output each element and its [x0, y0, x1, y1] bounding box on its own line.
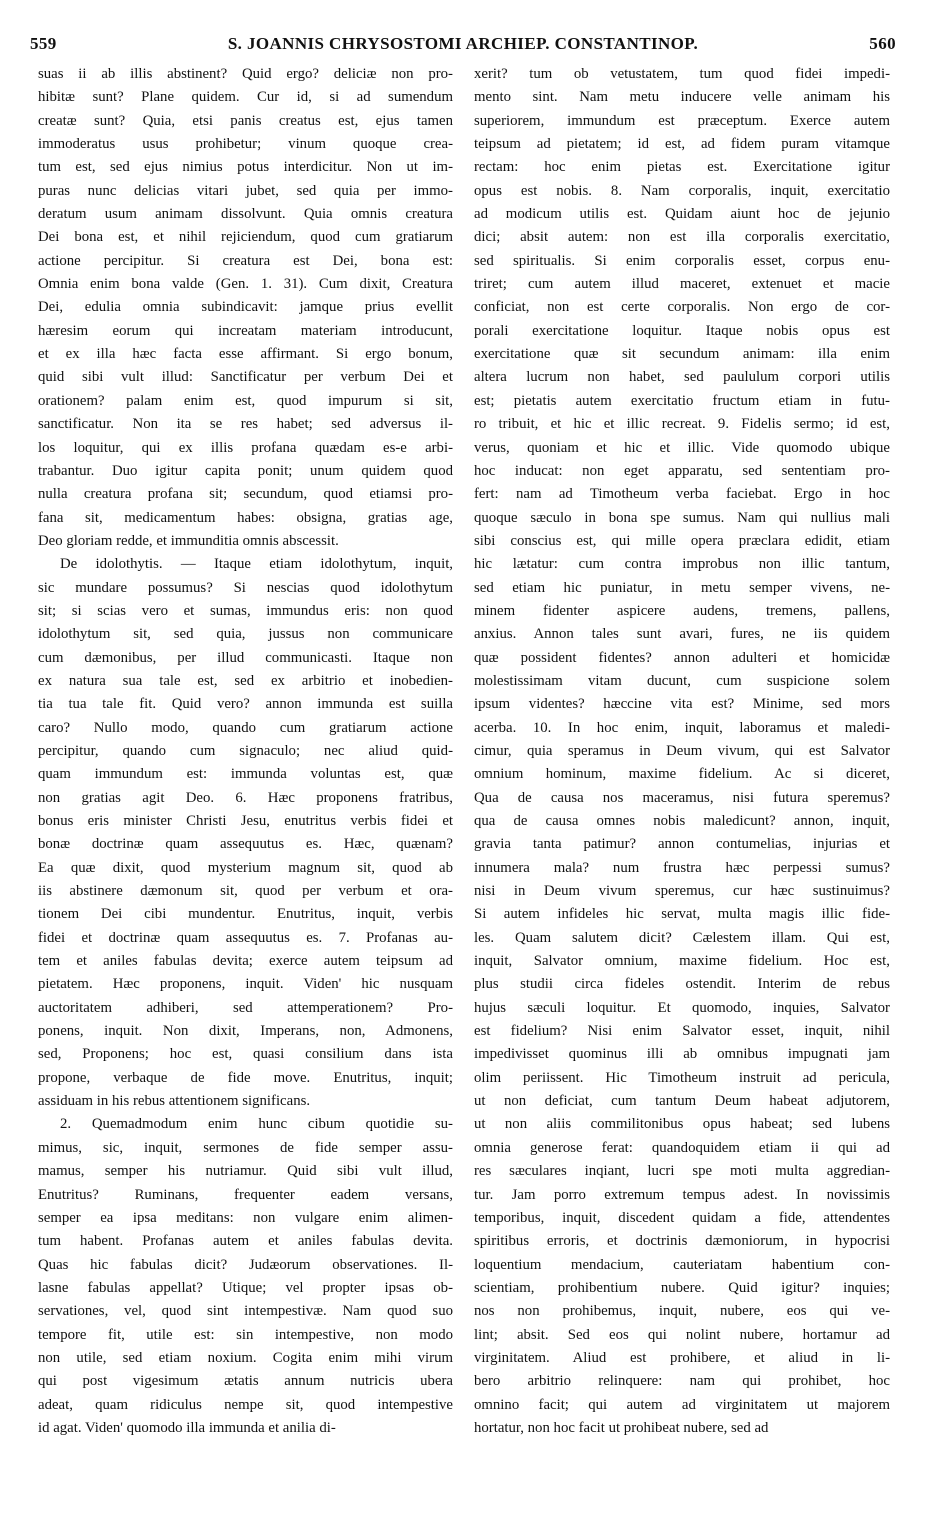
text-line: hic lætatur: cum contra improbus non illic tantum,	[474, 556, 890, 573]
text-line: non utile, sed etiam noxium. Cogita enim mihi virum	[38, 1349, 453, 1366]
text-line: ipsum videntes? hæccine vita est? Minime, sed mors	[474, 696, 890, 713]
text-line: 2. Quemadmodum enim hunc cibum quotidie su-	[60, 1116, 453, 1133]
text-line: lasne fabulas appellat? Utique; vel propter ipsas ob-	[38, 1279, 453, 1296]
text-line: sit; si scias vero et sumas, immundus eris: non quod	[38, 602, 453, 619]
text-line: idolothytum sit, sed quia, jussus non communicare	[38, 626, 453, 643]
text-line: De idolothytis. — Itaque etiam idolothytum, inquit,	[60, 556, 453, 573]
text-line: sed, Proponens; hoc est, quasi consilium dans ista	[38, 1046, 453, 1063]
text-line: Quas hic fabulas dicit? Judæorum observationes. Il-	[38, 1256, 453, 1273]
text-line: caro? Nullo modo, quando cum gratiarum actione	[38, 719, 453, 736]
text-line: puras nunc delicias vitari jubet, sed quia per immo-	[38, 182, 453, 199]
left-text-column	[38, 63, 453, 1440]
text-line: olim periissent. Hic Timotheum instruit ad pericula,	[474, 1069, 890, 1086]
text-line: sed etiam hic puniatur, in metu semper vivens, ne-	[474, 579, 890, 596]
text-line: deratum usum animam dissolvunt. Quia omnis creatura	[38, 206, 453, 223]
text-line: nisi in Deum vivum speremus, cur hæc sustinuimus?	[474, 883, 890, 900]
text-line: ut non deficiat, cum tantum Deum habeat adjutorem,	[474, 1093, 890, 1110]
text-line: quæ possident fidentes? annon adulteri et homicidæ	[474, 649, 890, 666]
text-line: Omnia enim bona valde (Gen. 1. 31). Cum dixit, Creatura	[38, 276, 453, 293]
right-text-column	[474, 63, 890, 1440]
text-line: auctoritatem adhiberi, sed attemperationem? Pro-	[38, 999, 453, 1016]
page-number-left: 559	[30, 34, 57, 53]
page-number-right: 560	[869, 34, 896, 53]
text-line: virginitatem. Aliud est prohibere, et aliud in li-	[474, 1349, 890, 1366]
text-line: lint; absit. Sed eos qui nolint nubere, hortamur ad	[474, 1326, 890, 1343]
text-line: bonæ doctrinæ quam assequutus es. Hæc, quænam?	[38, 836, 453, 853]
text-line: bonus eris minister Christi Jesu, enutritus verbis fidei et	[38, 813, 453, 829]
text-line: cimur, quia speramus in Deum vivum, qui est Salvator	[474, 742, 890, 759]
text-line: gravia tanta patimur? annon contumelias, injurias et	[474, 836, 890, 853]
text-line: ad modicum utilis est. Quidam aiunt hoc de jejunio	[474, 206, 890, 223]
text-line: fidei et doctrinæ quam assequutus es. 7. Profanas au-	[38, 929, 453, 946]
text-line: Dei, edulia omnia subindicavit: jamque prius evellit	[38, 299, 453, 316]
text-line: triret; cum autem illud maceret, extenuet et macie	[474, 276, 890, 293]
text-line: scientiam, prohibentium nubere. Quid igitur? inquies;	[474, 1279, 890, 1296]
text-line: adeat, quam ridiculus nempe sit, quod intempestive	[38, 1396, 453, 1413]
text-line: teipsum ad pietatem; id est, ad fidem puram vitamque	[474, 136, 890, 153]
text-line: Dei bona est, et nihil rejiciendum, quod cum gratiarum	[38, 229, 453, 246]
text-line: bero arbitrio relinquere: nam qui prohibet, hoc	[474, 1373, 890, 1390]
text-line: tem et aniles fabulas devita; exerce autem teipsum ad	[38, 953, 453, 970]
text-line: nulla creatura profana sit; secundum, quod etiamsi pro-	[38, 486, 453, 503]
text-line: impedivisset quominus illi ab omnibus impugnati jam	[474, 1046, 890, 1063]
text-line: loquentium mendacium, cauteriatam habentium con-	[474, 1256, 890, 1273]
text-line: superiorem, immundum est præceptum. Exerce autem	[474, 112, 890, 129]
text-line: orationem? palam enim est, quod impurum si sit,	[38, 392, 453, 409]
text-line: quid sibi vult illud: Sanctificatur per verbum Dei et	[38, 369, 453, 386]
text-line: hibitæ sunt? Plane quidem. Cur id, si ad sumendum	[38, 89, 453, 106]
text-line: les. Quam salutem dicit? Cælestem illam. Qui est,	[474, 929, 890, 946]
text-line: ut non aliis commilitonibus opus habeat; sed lubens	[474, 1116, 890, 1133]
text-line: molestissimam vitam ducunt, cum suspicione solem	[474, 672, 890, 689]
text-line: hortatur, non hoc facit ut prohibeat nubere, sed ad	[474, 1419, 769, 1436]
text-line: hæresim eorum qui increatam materiam introducunt,	[38, 322, 453, 339]
text-line: fana sit, medicamentum habes: obsigna, gratias age,	[38, 509, 453, 526]
text-line: plus studii circa fideles ostendit. Interim de rebus	[474, 976, 890, 993]
text-line: qua de causa omnes nobis maledicunt? annon, inquit,	[474, 813, 890, 829]
text-line: sic mundare possumus? Si nescias quod idolothytum	[38, 579, 453, 596]
text-line: hujus sæculi loquitur. Et quomodo, inquies, Salvator	[474, 999, 890, 1016]
text-line: conficiat, non est certe corporalis. Non ergo de cor-	[474, 299, 890, 316]
text-line: Si autem infideles hic servat, multa magis illic fide-	[474, 906, 890, 923]
text-line: creatæ sunt? Quia, etsi panis creatus est, ejus tamen	[38, 112, 453, 129]
text-line: res sæculares inqiant, lucri spe moti multa aggredian-	[474, 1163, 890, 1180]
text-line: cum dæmonibus, per illud communicasti. Itaque non	[38, 649, 453, 666]
text-line: omnia generose ferat: quandoquidem etiam ii qui ad	[474, 1139, 890, 1156]
text-line: omnium hominum, maxime fidelium. Ac si diceret,	[474, 766, 890, 783]
text-line: tionem Dei cibi mundentur. Enutritus, inquit, verbis	[38, 906, 453, 923]
text-line: qui post vigesimum ætatis annum nutricis ubera	[38, 1373, 453, 1390]
text-line: Deo gloriam redde, et immunditia omnis abscessit.	[38, 532, 339, 549]
text-line: semper ea ipsa meditans: non vulgare enim alimen-	[38, 1209, 453, 1226]
text-line: nos non prohibemus, inquit, nubere, eos qui ve-	[474, 1303, 890, 1320]
text-line: actione percipitur. Si creatura est Dei, bona est:	[38, 252, 453, 269]
text-line: Enutritus? Ruminans, frequenter eadem versans,	[38, 1186, 453, 1203]
text-line: est; pietatis autem exercitatio fructum etiam in futu-	[474, 392, 890, 409]
text-line: acerba. 10. In hoc enim, inquit, laboramus et maledi-	[474, 719, 890, 736]
text-line: tur. Jam porro extremum tempus adest. In novissimis	[474, 1186, 890, 1203]
running-header	[30, 34, 896, 64]
text-line: sanctificatur. Non ita se res habet; sed adversus il-	[38, 416, 453, 433]
text-line: xerit? tum ob vetustatem, tum quod fidei impedi-	[474, 66, 890, 82]
text-line: mento sint. Nam metu inducere velle animam his	[474, 89, 890, 106]
text-line: fert: nam ad Timotheum verba faciebat. Ergo in hoc	[474, 486, 890, 503]
text-line: trabantur. Duo igitur capita ponit; unum quidem quod	[38, 462, 453, 479]
text-line: porali exercitatione loquitur. Itaque nobis opus est	[474, 322, 890, 339]
text-line: tempore fit, utile est: sin intempestive, non modo	[38, 1326, 453, 1343]
text-line: immoderatus usus prohibetur; vinum quoque crea-	[38, 136, 453, 153]
running-title: S. JOANNIS CHRYSOSTOMI ARCHIEP. CONSTANTINOP.	[227, 34, 699, 53]
text-line: servationes, vel, quod sint intempestivæ. Nam quod suo	[38, 1303, 453, 1320]
text-line: sed spiritualis. Si enim corporalis esset, corpus enu-	[474, 252, 890, 269]
text-line: temporibus, inquit, discedent quidam a fide, attendentes	[474, 1209, 890, 1226]
text-line: spiritibus erroris, et doctrinis dæmoniorum, in hypocrisi	[474, 1233, 890, 1250]
text-line: tia tua tale fit. Quid vero? annon immunda est suilla	[38, 696, 453, 713]
text-line: innumera mala? num frustra hæc perpessi sumus?	[474, 859, 890, 876]
text-line: tum est, sed ejus nimius potus interdicitur. Non ut im-	[38, 159, 453, 176]
text-line: anxius. Annon tales sunt avari, fures, ne iis quidem	[474, 626, 890, 643]
text-line: mamus, semper his nutriamur. Quid sibi vult illud,	[38, 1163, 453, 1180]
text-line: percipitur, quando cum signaculo; nec aliud quid-	[38, 742, 453, 759]
text-line: ex natura sua tale est, sed ex arbitrio et inobedien-	[38, 672, 453, 689]
text-line: dici; absit autem: non est illa corporalis exercitatio,	[474, 229, 890, 246]
text-line: inquit, Salvator omnium, maxime fidelium. Hoc est,	[474, 953, 890, 970]
text-line: iis abstinere dæmonum sit, quod per verbum et ora-	[38, 883, 453, 900]
text-line: Ea quæ dixit, quod mysterium magnum sit, quod ab	[38, 859, 453, 876]
text-line: los loquitur, qui ex illis profana quædam es-e arbi-	[38, 439, 453, 456]
text-line: tum habent. Profanas autem et aniles fabulas devita.	[38, 1233, 453, 1250]
text-line: assiduam in his rebus attentionem significans.	[38, 1093, 311, 1110]
text-line: pietatem. Hæc proponens, inquit. Viden' hic nusquam	[38, 976, 453, 993]
text-line: rectam: hoc enim pietas est. Exercitatione igitur	[474, 159, 890, 176]
text-line: propone, verbaque de fide move. Enutritus, inquit;	[38, 1069, 453, 1086]
text-line: opus est nobis. 8. Nam corporalis, inquit, exercitatio	[474, 182, 890, 199]
text-line: omnino facit; qui autem ad virginitatem ut majorem	[474, 1396, 890, 1413]
text-line: suas ii ab illis abstinent? Quid ergo? deliciæ non pro-	[38, 66, 453, 82]
text-line: ponens, inquit. Non dixit, Imperans, non, Admonens,	[38, 1023, 453, 1040]
text-line: ro tribuit, et hic et illic recreat. 9. Fidelis sermo; id est,	[474, 416, 890, 433]
text-line: quam immundum est: immunda voluntas est, quæ	[38, 766, 453, 783]
text-line: et ex illa hæc facta esse affirmant. Si ergo bonum,	[38, 346, 453, 363]
text-line: verus, quoniam et hic et illic. Vide quomodo ubique	[474, 439, 890, 456]
text-line: sibi conscius est, qui mille opera præclara edidit, etiam	[474, 532, 890, 549]
text-line: Qua de causa nos maceramus, nisi futura speremus?	[474, 789, 890, 806]
text-line: est fidelium? Nisi enim Salvator esset, inquit, nihil	[474, 1023, 890, 1040]
text-line: altera lucrum non habet, sed paululum corpori utilis	[474, 369, 890, 386]
text-line: minem fidenter aspicere audens, tremens, pallens,	[474, 602, 890, 619]
text-line: exercitatione quæ sit secundum animam: illa enim	[474, 346, 890, 363]
text-line: quoque sæculo in bona spe sumus. Nam qui nullius mali	[474, 509, 890, 526]
text-line: mimus, sic, inquit, sermones de fide semper assu-	[38, 1139, 453, 1156]
text-line: id agat. Viden' quomodo illa immunda et anilia di-	[38, 1419, 336, 1436]
text-line: non gratias agit Deo. 6. Hæc proponens fratribus,	[38, 789, 453, 806]
text-line: hoc inducat: non eget apparatu, sed sententiam pro-	[474, 462, 890, 479]
